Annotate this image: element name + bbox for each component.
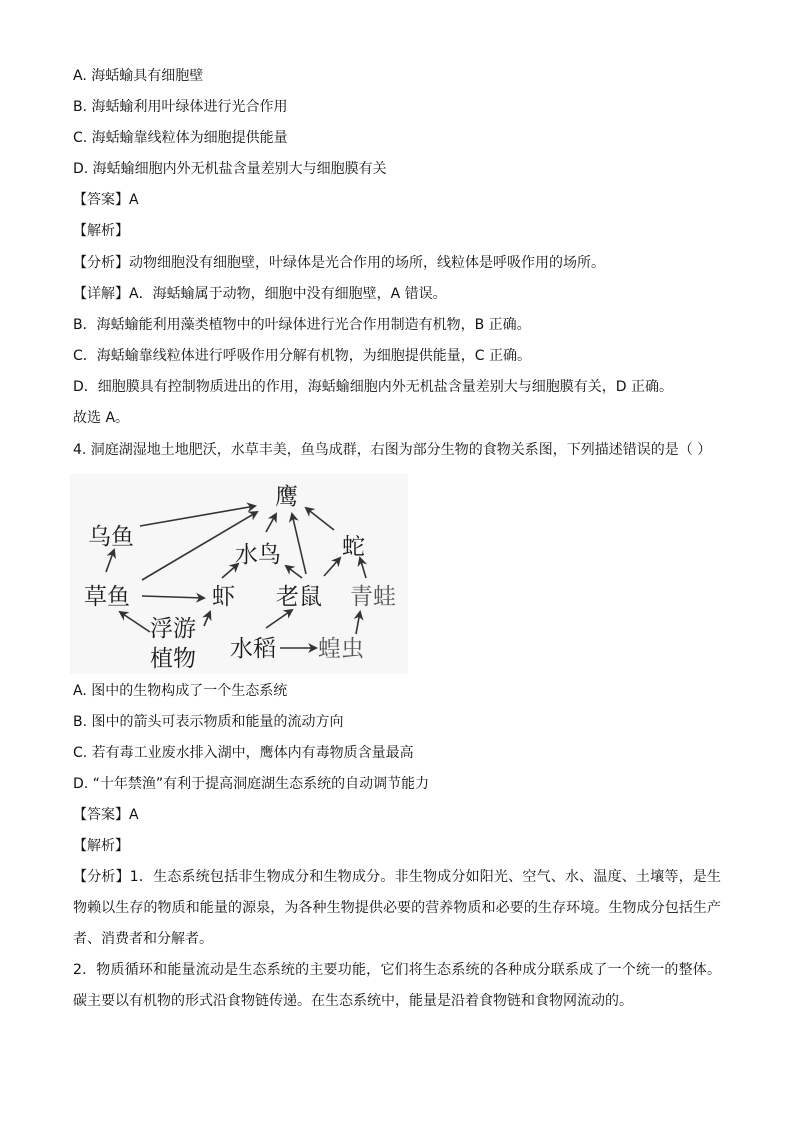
organism-laoshu: 老鼠 [276, 584, 322, 610]
organism-shuiniao: 水鸟 [235, 542, 281, 568]
organism-fuyou-1: 浮游 [150, 616, 196, 642]
q3-xiangjie-c: C．海蛞蝓靠线粒体进行呼吸作用分解有机物，为细胞提供能量，C 正确。 [73, 348, 531, 364]
q3-option-c: C. 海蛞蝓靠线粒体为细胞提供能量 [73, 130, 288, 146]
q3-xiangjie-d: D．细胞膜具有控制物质进出的作用，海蛞蝓细胞内外无机盐含量差别大与细胞膜有关，D 正确。 [73, 379, 674, 395]
q4-fenxi-2: 2．物质循环和能量流动是生态系统的主要功能，它们将生态系统的各种成分联系成了一个统一的整体。碳主要以有机物的形式沿食物链传递。在生态系统中，能量是沿着食物链和食物网流动的。 [73, 962, 721, 1009]
q3-xiangjie-b: B．海蛞蝓能利用藻类植物中的叶绿体进行光合作用制造有机物，B 正确。 [73, 317, 531, 333]
q3-option-d: D. 海蛞蝓细胞内外无机盐含量差别大与细胞膜有关 [73, 161, 387, 177]
organism-xia: 虾 [212, 584, 235, 610]
organism-caoyu: 草鱼 [84, 584, 130, 610]
q3-fenxi: 【分析】动物细胞没有细胞壁，叶绿体是光合作用的场所，线粒体是呼吸作用的场所。 [73, 255, 605, 271]
q4-option-b: B. 图中的箭头可表示物质和能量的流动方向 [73, 714, 344, 730]
q4-option-a: A. 图中的生物构成了一个生态系统 [73, 683, 288, 699]
q3-analysis-label: 【解析】 [73, 223, 129, 239]
q3-option-a: A. 海蛞蝓具有细胞壁 [73, 68, 204, 84]
organism-wuyu: 乌鱼 [88, 524, 134, 550]
organism-fuyou-2: 植物 [150, 646, 196, 672]
organism-qingwa: 青蛙 [350, 584, 396, 610]
q4-answer: 【答案】A [73, 807, 139, 823]
q4-fenxi-1: 【分析】1．生态系统包括非生物成分和生物成分。非生物成分如阳光、空气、水、温度、土壤等，是生物赖以生存的物质和能量的源泉，为各种生物提供必要的营养物质和必要的生存环境。生物成分包括生产者、消费者和分解者。 [73, 869, 721, 947]
q4-stem: 4. 洞庭湖湿地土地肥沃，水草丰美，鱼鸟成群，右图为部分生物的食物关系图，下列描述错误的是（ ） [73, 442, 712, 458]
q3-xiangjie-a: 【详解】A．海蛞蝓属于动物，细胞中没有细胞壁，A 错误。 [73, 286, 447, 302]
q4-option-d: D. “十年禁渔”有利于提高洞庭湖生态系统的自动调节能力 [73, 776, 430, 792]
q3-answer: 【答案】A [73, 192, 139, 208]
q4-option-c: C. 若有毒工业废水排入湖中，鹰体内有毒物质含量最高 [73, 745, 414, 761]
q3-conclusion: 故选 A。 [73, 410, 130, 426]
food-web-figure [70, 474, 408, 674]
organism-shuidao: 水稻 [230, 636, 276, 662]
organism-huangchong: 蝗虫 [318, 636, 364, 662]
organism-she: 蛇 [342, 534, 365, 560]
q4-analysis-label: 【解析】 [73, 838, 129, 854]
q3-option-b: B. 海蛞蝓利用叶绿体进行光合作用 [73, 99, 288, 115]
organism-ying: 鹰 [275, 484, 298, 510]
